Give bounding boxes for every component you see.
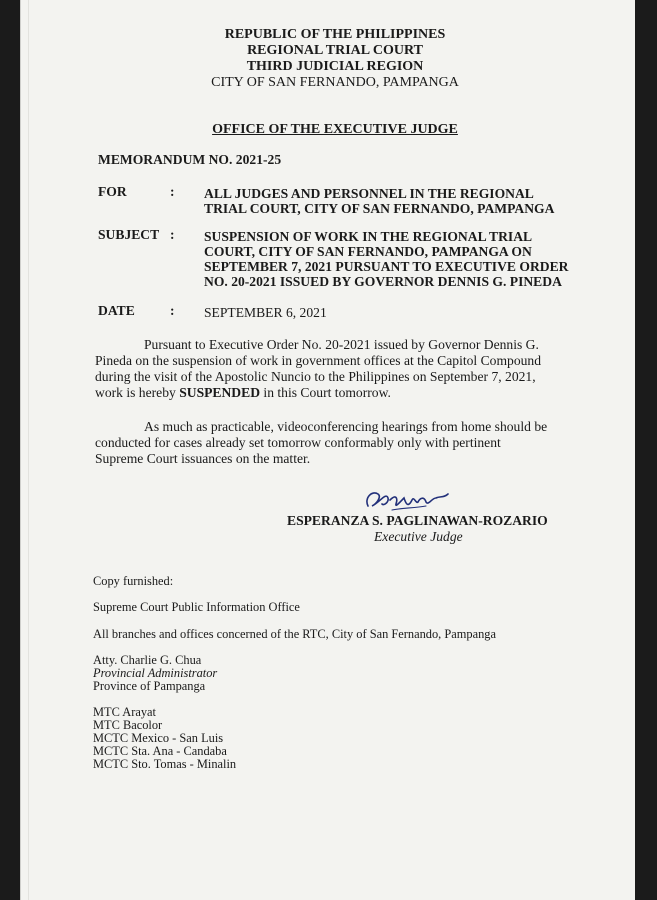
memo-number: MEMORANDUM NO. 2021-25 xyxy=(98,152,282,167)
subject-label: SUBJECT xyxy=(98,227,160,242)
copy-court-item: MCTC Sto. Tomas - Minalin xyxy=(93,757,237,771)
subject-value-line2: COURT, CITY OF SAN FERNANDO, PAMPANGA ON xyxy=(204,244,532,259)
copy-item-sc: Supreme Court Public Information Office xyxy=(93,600,300,614)
signatory-title: Executive Judge xyxy=(374,529,463,544)
para1-line3: during the visit of the Apostolic Nuncio to the Philippines on September 7, 2021, xyxy=(95,369,536,384)
para2-line3: Supreme Court issuances on the matter. xyxy=(95,451,311,466)
copy-court-item: MTC Arayat xyxy=(93,705,156,719)
subject-value-line3: SEPTEMBER 7, 2021 PURSUANT TO EXECUTIVE ORDER xyxy=(204,259,569,274)
for-label: FOR xyxy=(98,184,127,199)
header-city: CITY OF SAN FERNANDO, PAMPANGA xyxy=(211,75,459,90)
header-region: THIRD JUDICIAL REGION xyxy=(246,59,424,74)
subject-colon: : xyxy=(170,227,175,242)
para2-line2: conducted for cases already set tomorrow conformably only with pertinent xyxy=(95,435,501,450)
date-colon: : xyxy=(170,303,175,318)
copy-court-item: MCTC Sta. Ana - Candaba xyxy=(93,744,227,758)
copy-court-item: MTC Bacolor xyxy=(93,718,163,732)
page-fold-line xyxy=(28,0,29,900)
for-value-line2: TRIAL COURT, CITY OF SAN FERNANDO, PAMPANGA xyxy=(204,201,555,216)
subject-value-line1: SUSPENSION OF WORK IN THE REGIONAL TRIAL xyxy=(204,229,533,244)
date-label: DATE xyxy=(98,303,135,318)
copy-atty-province: Province of Pampanga xyxy=(93,679,206,693)
header-court: REGIONAL TRIAL COURT xyxy=(247,43,423,58)
office-title: OFFICE OF THE EXECUTIVE JUDGE xyxy=(212,122,458,137)
subject-value-line4: NO. 20-2021 ISSUED BY GOVERNOR DENNIS G. PINEDA xyxy=(204,274,562,289)
para2-line1: As much as practicable, videoconferencing hearings from home should be xyxy=(144,419,548,434)
header-republic: REPUBLIC OF THE PHILIPPINES xyxy=(224,27,446,42)
date-value: SEPTEMBER 6, 2021 xyxy=(204,305,327,320)
suspended-emphasis: SUSPENDED xyxy=(179,385,261,400)
copy-court-item: MCTC Mexico - San Luis xyxy=(93,731,224,745)
for-colon: : xyxy=(170,184,175,199)
for-value-line1: ALL JUDGES AND PERSONNEL IN THE REGIONAL xyxy=(204,186,534,201)
para1-line4 xyxy=(95,385,391,401)
copy-atty-name: Atty. Charlie G. Chua xyxy=(93,653,202,667)
para1-line1: Pursuant to Executive Order No. 20-2021 issued by Governor Dennis G. xyxy=(144,337,539,352)
para1-line2: Pineda on the suspension of work in government offices at the Capitol Compound xyxy=(95,353,542,368)
copy-atty-title: Provincial Administrator xyxy=(93,666,218,680)
para1-line4-pre: work is hereby xyxy=(95,385,180,400)
para1-line4-post: in this Court tomorrow. xyxy=(260,385,391,400)
signatory-name: ESPERANZA S. PAGLINAWAN-ROZARIO xyxy=(287,513,548,528)
copy-heading: Copy furnished: xyxy=(93,574,174,588)
copy-item-rtc: All branches and offices concerned of the RTC, City of San Fernando, Pampanga xyxy=(93,627,496,641)
